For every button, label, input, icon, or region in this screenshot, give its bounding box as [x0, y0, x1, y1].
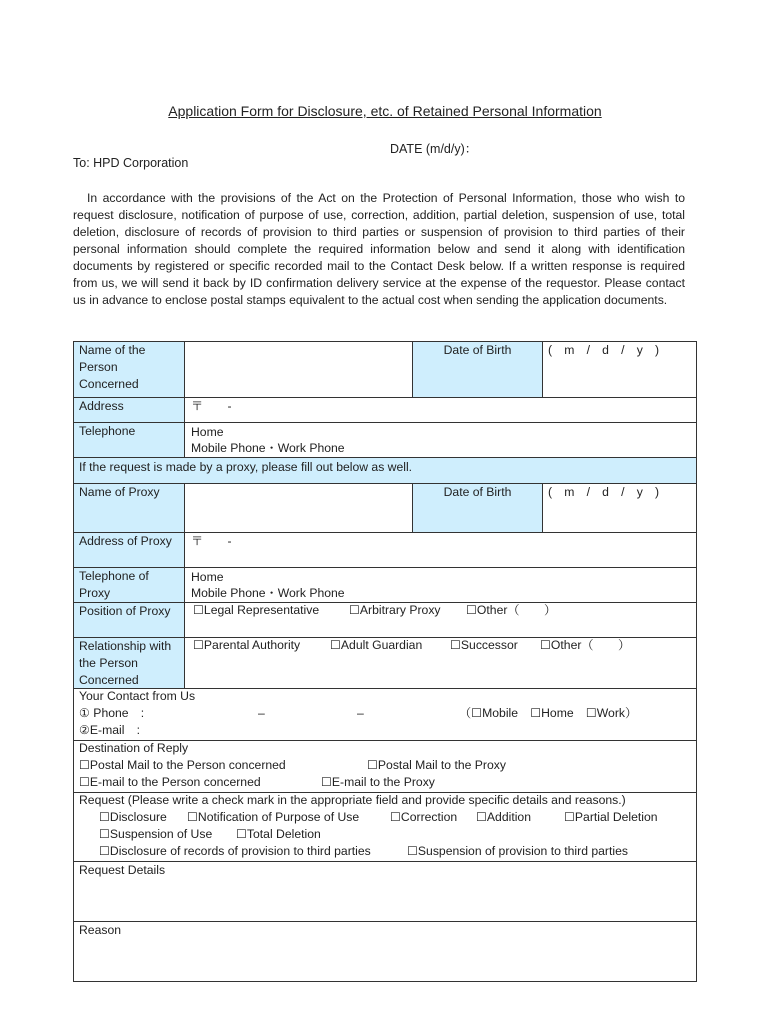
contact-phone-dash-2: – [357, 706, 364, 720]
request-addition-checkbox[interactable]: ☐Addition [476, 810, 531, 824]
relationship-adult-guardian-checkbox[interactable]: ☐Adult Guardian [330, 638, 423, 652]
request-heading: Request (Please write a check mark in the appropriate field and provide specific details and reasons.) [79, 793, 626, 807]
phone-home-label: Home [191, 425, 224, 439]
phone-other-label: Mobile Phone・Work Phone [191, 441, 345, 455]
request-suspension-of-use-checkbox[interactable]: ☐Suspension of Use [99, 827, 213, 841]
request-total-deletion-checkbox[interactable]: ☐Total Deletion [236, 827, 321, 841]
proxy-telephone-label: Telephone of Proxy [73, 567, 185, 602]
relationship-parental-authority-checkbox[interactable]: ☐Parental Authority [193, 638, 301, 652]
proxy-position-label: Position of Proxy [73, 602, 185, 637]
reply-heading: Destination of Reply [79, 741, 189, 755]
proxy-address-field[interactable]: 〒 - [191, 534, 232, 548]
relationship-other-checkbox[interactable]: ☐Other（ ） [540, 638, 631, 652]
person-dob-label: Date of Birth [413, 341, 542, 397]
contact-phone-dash-1: – [258, 706, 265, 720]
request-disclosure-records-checkbox[interactable]: ☐Disclosure of records of provision to third parties [99, 844, 371, 858]
contact-heading: Your Contact from Us [79, 689, 196, 703]
proxy-notice: If the request is made by a proxy, please fill out below as well. [73, 457, 697, 483]
contact-email-label: ②E-mail : [79, 723, 141, 737]
reply-email-person-checkbox[interactable]: ☐E-mail to the Person concerned [79, 775, 261, 789]
request-section [73, 792, 697, 861]
position-arbitrary-proxy-checkbox[interactable]: ☐Arbitrary Proxy [349, 603, 441, 617]
person-telephone-label: Telephone [73, 422, 185, 457]
person-address-field[interactable]: 〒 - [191, 399, 232, 413]
proxy-telephone-field[interactable] [185, 567, 697, 602]
person-telephone-field[interactable] [185, 422, 697, 457]
form-title: Application Form for Disclosure, etc. of Retained Personal Information [168, 103, 602, 119]
proxy-dob-label: Date of Birth [413, 483, 542, 532]
proxy-name-field[interactable] [185, 483, 413, 532]
proxy-phone-home-label: Home [191, 570, 224, 584]
request-correction-checkbox[interactable]: ☐Correction [390, 810, 458, 824]
person-name-field[interactable] [185, 341, 413, 397]
person-dob-field[interactable]: ( m / d / y ) [548, 343, 660, 357]
contact-phone-type-checkboxes[interactable]: （☐Mobile ☐Home ☐Work） [459, 706, 638, 720]
request-notification-checkbox[interactable]: ☐Notification of Purpose of Use [187, 810, 360, 824]
request-suspension-provision-checkbox[interactable]: ☐Suspension of provision to third parties [407, 844, 628, 858]
reason-label: Reason [79, 923, 122, 937]
reply-email-proxy-checkbox[interactable]: ☐E-mail to the Proxy [321, 775, 435, 789]
relationship-field [185, 637, 697, 688]
recipient: To: HPD Corporation [73, 156, 189, 170]
reason-field[interactable] [73, 921, 697, 982]
contact-phone-label: ① Phone : [79, 706, 145, 720]
reply-section [73, 740, 697, 792]
request-partial-deletion-checkbox[interactable]: ☐Partial Deletion [564, 810, 658, 824]
intro-paragraph: In accordance with the provisions of the Act on the Protection of Personal Information, those who wish to request disclosure, notification of purpose of use, correction, addition, partial deletion, suspension of use, total deletion, disclosure of records of provision to third parties or suspension of provision to third parties of their personal information should complete the required information below and send it along with identification documents by registered or specific recorded mail to the Contact Desk below. If a written response is required from us, we will send it back by ID confirmation delivery service at the expense of the requestor. Please contact us in advance to enclose postal stamps equivalent to the actual cost when sending the application documents. [73, 191, 685, 307]
date-label: DATE (m/d/y)： [390, 142, 478, 156]
reply-postal-proxy-checkbox[interactable]: ☐Postal Mail to the Proxy [367, 758, 506, 772]
request-details-label: Request Details [79, 863, 166, 877]
request-details-field[interactable] [73, 861, 697, 921]
proxy-address-label: Address of Proxy [73, 532, 185, 567]
proxy-dob-field[interactable]: ( m / d / y ) [548, 485, 660, 499]
contact-section [73, 688, 697, 740]
proxy-position-field [185, 602, 697, 637]
relationship-label: Relationship with the Person Concerned [73, 637, 185, 688]
reply-postal-person-checkbox[interactable]: ☐Postal Mail to the Person concerned [79, 758, 286, 772]
person-name-label: Name of the Person Concerned [73, 341, 185, 397]
person-address-label: Address [73, 397, 185, 422]
proxy-name-label: Name of Proxy [73, 483, 185, 532]
proxy-phone-other-label: Mobile Phone・Work Phone [191, 586, 345, 600]
position-legal-representative-checkbox[interactable]: ☐Legal Representative [193, 603, 320, 617]
relationship-successor-checkbox[interactable]: ☐Successor [450, 638, 518, 652]
position-other-checkbox[interactable]: ☐Other（ ） [466, 603, 557, 617]
request-disclosure-checkbox[interactable]: ☐Disclosure [99, 810, 167, 824]
